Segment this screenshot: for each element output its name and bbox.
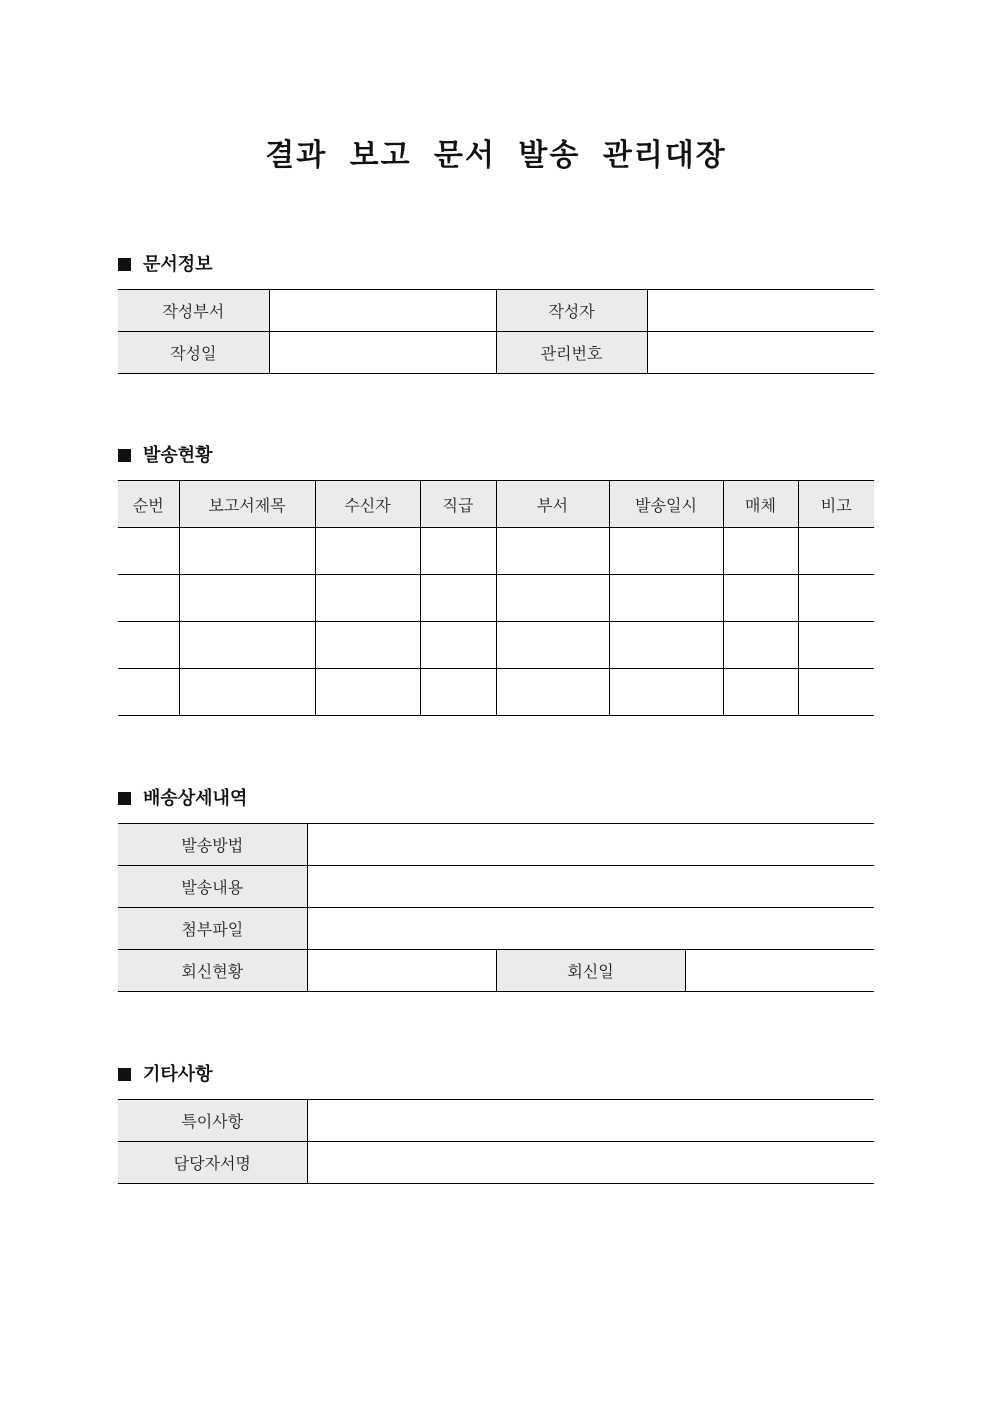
other-table <box>118 1099 874 1184</box>
section-doc-info-heading <box>118 253 213 277</box>
table-cell[interactable] <box>723 622 798 669</box>
attachment-label: 첨부파일 <box>118 908 307 950</box>
author-field[interactable] <box>647 290 874 332</box>
table-row <box>118 575 874 622</box>
notes-field[interactable] <box>307 1100 874 1142</box>
square-bullet-icon <box>118 258 131 271</box>
date-label: 작성일 <box>118 332 269 374</box>
table-cell[interactable] <box>798 528 874 575</box>
reply-status-label: 회신현황 <box>118 950 307 992</box>
col-header-sent-datetime: 발송일시 <box>609 481 723 528</box>
table-row <box>118 1142 874 1184</box>
table-cell[interactable] <box>118 528 179 575</box>
mgmt-no-field[interactable] <box>647 332 874 374</box>
table-cell[interactable] <box>496 575 609 622</box>
section-status-heading <box>118 444 213 468</box>
square-bullet-icon <box>118 1068 131 1081</box>
table-row <box>118 332 874 374</box>
table-cell[interactable] <box>609 575 723 622</box>
table-cell[interactable] <box>723 575 798 622</box>
section-status-label: 발송현황 <box>143 445 213 466</box>
section-other-heading <box>118 1063 213 1087</box>
col-header-seq: 순번 <box>118 481 179 528</box>
table-row <box>118 950 874 992</box>
table-cell[interactable] <box>179 622 315 669</box>
table-cell[interactable] <box>420 528 496 575</box>
table-cell[interactable] <box>496 528 609 575</box>
col-header-dept: 부서 <box>496 481 609 528</box>
table-row <box>118 1100 874 1142</box>
table-cell[interactable] <box>798 622 874 669</box>
table-cell[interactable] <box>496 622 609 669</box>
section-delivery-label: 배송상세내역 <box>143 788 248 809</box>
method-field[interactable] <box>307 824 874 866</box>
section-delivery-heading <box>118 787 247 811</box>
author-label: 작성자 <box>496 290 647 332</box>
table-row <box>118 528 874 575</box>
table-cell[interactable] <box>420 669 496 716</box>
table-cell[interactable] <box>118 575 179 622</box>
table-cell[interactable] <box>118 669 179 716</box>
reply-date-field[interactable] <box>685 950 874 992</box>
status-table <box>118 480 874 716</box>
signature-field[interactable] <box>307 1142 874 1184</box>
table-cell[interactable] <box>420 622 496 669</box>
table-cell[interactable] <box>609 622 723 669</box>
table-row <box>118 622 874 669</box>
content-field[interactable] <box>307 866 874 908</box>
table-cell[interactable] <box>798 575 874 622</box>
table-cell[interactable] <box>609 528 723 575</box>
reply-status-field[interactable] <box>307 950 496 992</box>
method-label: 발송방법 <box>118 824 307 866</box>
section-other-label: 기타사항 <box>143 1064 213 1085</box>
table-row <box>118 669 874 716</box>
col-header-medium: 매체 <box>723 481 798 528</box>
table-cell[interactable] <box>315 669 420 716</box>
section-doc-info-label: 문서정보 <box>143 254 213 275</box>
reply-date-label: 회신일 <box>496 950 685 992</box>
square-bullet-icon <box>118 792 131 805</box>
table-header-row <box>118 481 874 528</box>
table-cell[interactable] <box>496 669 609 716</box>
table-cell[interactable] <box>420 575 496 622</box>
col-header-report-title: 보고서제목 <box>179 481 315 528</box>
table-row <box>118 908 874 950</box>
table-cell[interactable] <box>315 622 420 669</box>
table-cell[interactable] <box>723 528 798 575</box>
col-header-remarks: 비고 <box>798 481 874 528</box>
table-cell[interactable] <box>179 669 315 716</box>
signature-label: 담당자서명 <box>118 1142 307 1184</box>
table-cell[interactable] <box>798 669 874 716</box>
table-cell[interactable] <box>723 669 798 716</box>
table-cell[interactable] <box>609 669 723 716</box>
attachment-field[interactable] <box>307 908 874 950</box>
content-label: 발송내용 <box>118 866 307 908</box>
table-cell[interactable] <box>179 528 315 575</box>
table-cell[interactable] <box>118 622 179 669</box>
dept-label: 작성부서 <box>118 290 269 332</box>
delivery-table <box>118 823 874 992</box>
document-title: 결과 보고 문서 발송 관리대장 <box>265 138 727 173</box>
table-row <box>118 290 874 332</box>
table-row <box>118 824 874 866</box>
col-header-rank: 직급 <box>420 481 496 528</box>
table-row <box>118 866 874 908</box>
table-cell[interactable] <box>315 575 420 622</box>
table-cell[interactable] <box>179 575 315 622</box>
dept-field[interactable] <box>269 290 496 332</box>
doc-info-table <box>118 289 874 374</box>
notes-label: 특이사항 <box>118 1100 307 1142</box>
table-cell[interactable] <box>315 528 420 575</box>
col-header-recipient: 수신자 <box>315 481 420 528</box>
date-field[interactable] <box>269 332 496 374</box>
mgmt-no-label: 관리번호 <box>496 332 647 374</box>
square-bullet-icon <box>118 449 131 462</box>
